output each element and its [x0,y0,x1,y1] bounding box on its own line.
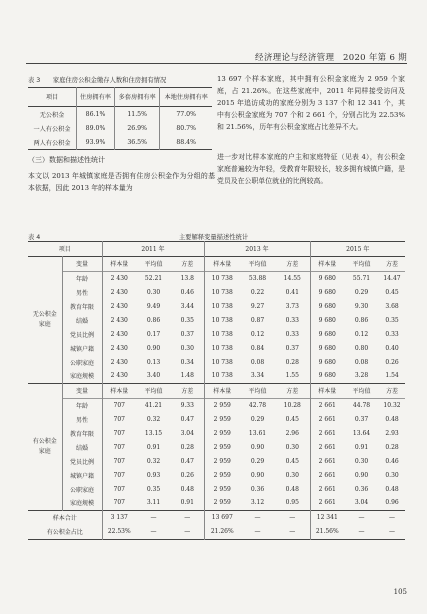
table4-cell: 2 661 [318,471,336,479]
table4-cell: 0.32 [146,416,161,424]
table4-cell: 13.64 [352,430,371,438]
table4-cell: 3.68 [385,303,399,310]
table4-total-label: 有公积金占比 [28,525,102,539]
table-row [28,355,405,369]
table4-cell: 0.93 [146,471,161,479]
table4-cell: 10 738 [211,344,233,352]
table-row [28,383,405,398]
table4-cell: — [150,528,157,536]
table-row [28,327,405,341]
table4-cell: 2 661 [318,457,336,465]
table4-cell: 0.37 [275,341,310,355]
table4-cell: 平均值 [352,261,371,269]
table4-cell: 0.45 [385,289,399,297]
table4-cell: — [275,510,310,524]
table4-cell: 2 661 [318,430,336,438]
table4-cell: 55.71 [352,275,371,283]
table4-cell: 2 661 [318,402,336,410]
table4-cell: 0.45 [275,413,310,427]
table4-var: 公职家庭 [62,482,102,496]
table4-cell: 12 341 [310,510,344,524]
table4-cell: 2 959 [213,457,231,465]
table3-cell: 89.0% [77,121,115,135]
table4-cell: 9 680 [318,358,336,366]
table4-cell: 21.56% [315,528,339,536]
table3-caption: 表 3 家庭住房公积金缴存人数和住房拥有情况 [28,77,167,84]
table4-cell: 平均值 [240,383,275,398]
table4-cell: 9 680 [318,372,336,380]
table4-cell: 13.15 [144,430,163,438]
table4-cell: 0.30 [385,471,399,479]
table4-group-label: 有公积金家庭 [28,383,62,510]
table4-group-label: 无公积金家庭 [28,256,62,383]
table4-cell: — [275,525,310,539]
table-row [28,468,405,482]
table4-cell: 0.45 [275,454,310,468]
table4-var: 男性 [62,286,102,300]
table-row [28,300,405,314]
table4-cell: 0.34 [171,355,204,369]
table4-cell: 方差 [171,256,204,271]
table4-cell: 707 [113,416,125,424]
table4-cell: 53.88 [248,275,267,283]
table4-title: 主要解释变量描述性统计 [178,234,249,241]
body-paragraph-left: 本文以 2013 年城镇家庭是否拥有住房公积金作为分组的基本依据，因此 2013 年的样本量为 [28,172,215,192]
table4-cell: 0.86 [146,316,161,324]
table4-var: 年龄 [62,271,102,285]
table4-cell: 2 661 [318,485,336,493]
table4-col-item: 项目 [28,242,102,257]
table4-cell: 0.48 [385,485,399,493]
table4-cell: 2.96 [275,427,310,441]
table4-cell: 0.30 [275,440,310,454]
table-row [28,286,405,300]
table4-cell: 0.08 [354,358,369,366]
table4-cell: 0.17 [146,330,161,338]
table4-var: 男性 [62,413,102,427]
table4-cell: 0.28 [275,355,310,369]
table-row [28,482,405,496]
table4-cell: 9.27 [250,303,265,310]
table4-cell: 平均值 [344,383,379,398]
table3-cell: 一人有公积金 [33,125,71,133]
table3-header: 项目 [45,93,59,101]
table4-cell: 13.61 [248,430,267,438]
journal-header: 经济理论与经济管理 2020 年第 6 期 [255,53,407,63]
table4-cell: 0.35 [146,485,161,493]
table4-cell: — [389,528,396,536]
table4-cell: — [136,510,171,524]
table4-cell: 0.33 [275,327,310,341]
body-paragraph-right-2: 进一步对比样本家庭的户主和家庭特征（见表 4），有公积金家庭普遍较为年轻，受教育年限较长，较多拥有城镇户籍，是党员及在公职单位就业的比例较高。 [217,153,405,185]
table-row [28,256,405,271]
table4-cell: 9 680 [318,303,336,310]
table4-cell: 2 959 [213,443,231,451]
table4-cell: 0.48 [385,416,399,424]
table4-cell: 0.12 [354,330,369,338]
table4-cell: 3.73 [275,300,310,314]
table4-cell: 0.32 [146,457,161,465]
table4-cell: 0.87 [250,316,265,324]
table4-cell: 0.41 [275,286,310,300]
table4-cell: 2 430 [110,289,128,297]
table4-cell: 10 738 [211,330,233,338]
table4-cell: 0.91 [354,443,369,451]
table4-cell: 10.32 [383,402,401,410]
table4-var: 变量 [62,383,102,398]
table4-cell: 0.26 [171,468,204,482]
table4-cell: 1.55 [275,369,310,383]
table4-cell: 0.28 [385,443,399,451]
table4-cell: 0.90 [146,344,161,352]
table4-label: 表 4 [28,234,41,241]
table4-cell: 0.36 [354,485,369,493]
table4-cell: 3.04 [171,427,204,441]
table4-cell: 10 738 [211,289,233,297]
table4-cell: 0.13 [146,358,161,366]
table4-cell: 0.46 [385,457,399,465]
table-row [28,121,212,135]
table4-cell: 0.30 [171,341,204,355]
table4-cell: 0.36 [250,485,265,493]
table4-header-row [28,242,405,257]
table4-cell: 0.30 [354,457,369,465]
table4-cell: 9 680 [318,316,336,324]
table4-cell: 0.22 [250,289,265,297]
table4-cell: 1.54 [385,372,399,380]
table-row [28,369,405,383]
table4-cell: 0.90 [354,471,369,479]
table3-cell: 36.5% [115,135,160,150]
table4-cell: 3.40 [146,372,161,380]
table4-cell: 10 738 [211,275,233,283]
table3 [28,87,212,150]
table-row [28,313,405,327]
table4-cell: 10 738 [211,316,233,324]
table4-cell: 707 [113,485,125,493]
table4-cell: 707 [113,471,125,479]
table4-cell: 3.44 [171,300,204,314]
table4-cell: 707 [113,457,125,465]
table4-cell: 22.53% [107,528,131,536]
table4-cell: 0.33 [385,330,399,338]
table4-cell: 707 [113,402,125,410]
table4-cell: 0.35 [385,316,399,324]
table4-cell: 2 959 [213,485,231,493]
table4-cell: 方差 [275,383,310,398]
table4-cell: 0.46 [171,286,204,300]
table4-cell: 0.91 [171,496,204,510]
table4-cell: 9.30 [354,303,369,310]
table4-cell: — [240,510,275,524]
table4-cell: 9.33 [171,398,204,412]
table4-cell: 14.47 [383,275,401,283]
page-number: 105 [393,588,407,596]
table4-cell: 0.26 [385,358,399,366]
table-row [28,496,405,510]
table-row [28,398,405,412]
table4-var: 变量 [62,256,102,271]
table4-cell: 0.08 [250,358,265,366]
table4-cell: 2 959 [213,430,231,438]
table4-year: 2011 年 [102,242,204,257]
table3-cell: 77.0% [160,107,212,122]
table4-year: 2013 年 [204,242,310,257]
table4-cell: 13 697 [204,510,240,524]
table4-cell: 平均值 [144,261,163,269]
table4-year: 2015 年 [346,246,370,254]
table4-cell: 42.78 [248,402,267,410]
table4-total-label: 样本合计 [28,510,102,524]
table4-cell: 0.29 [354,289,369,297]
table3-cell: 93.9% [77,135,115,150]
table4-cell: 0.37 [354,416,369,424]
table4-cell: 44.78 [352,402,371,410]
table4-cell: 707 [113,443,125,451]
table4-cell: 0.86 [354,316,369,324]
table4-cell: 2 959 [213,471,231,479]
table3-cell: 80.7% [160,121,212,135]
table4-cell: 样本量 [213,261,232,269]
table-row [28,427,405,441]
table4-cell: 2 959 [213,416,231,424]
table4-cell: 平均值 [248,261,267,269]
section-heading: （三）数据和描述性统计 [28,156,105,164]
table4-var: 城镇户籍 [62,468,102,482]
table4-cell: 2 661 [318,416,336,424]
table4-cell: 0.47 [171,454,204,468]
table4-cell: 52.21 [144,275,163,283]
table-row [28,525,405,539]
table4-cell: 41.21 [144,402,163,410]
table4-cell: 2 430 [110,372,128,380]
table4-cell: 2 661 [318,499,336,507]
table4-cell: 2.93 [385,430,399,438]
table4-cell: — [171,510,204,524]
table4-cell: 2 959 [213,402,231,410]
table4-cell: 0.29 [250,457,265,465]
table4-cell: — [358,528,365,536]
table4-cell: 平均值 [136,383,171,398]
table3-cell: 88.4% [160,135,212,150]
table4-cell: 0.48 [275,482,310,496]
table4-cell: 3.11 [146,499,161,507]
table4-cell: 0.40 [385,344,399,352]
table4-cell: 9.49 [146,303,161,310]
table4-cell: 方差 [379,383,405,398]
table4-cell: 1.48 [171,369,204,383]
table4-cell: 方差 [386,261,399,269]
table4-cell: 样本量 [318,261,337,269]
table4-cell: 0.33 [275,313,310,327]
table-row [28,413,405,427]
table4-cell: 3.34 [250,372,265,380]
table-row [28,271,405,285]
table3-header: 多套房拥有率 [115,88,160,107]
table4-cell: 707 [113,430,125,438]
table4-cell: 0.28 [171,440,204,454]
table4-cell: 9 680 [318,330,336,338]
table3-cell: 两人有公积金 [33,139,71,147]
table4-cell: 样本量 [310,383,344,398]
body-paragraph-right-1: 13 697 个样本家庭，其中拥有公积金家庭为 2 959 个家庭，占 21.26%。在这些家庭中，2011 年同样接受访问及 2015 年追访成功的家庭分别为 3 137 个和 12 341 个，其中有公积金家庭为 707 个和 2 661 个，分别占比为 22.53%和 21.56%，历年有公积金家庭占比差异不大。 [217,75,405,131]
table4-cell: — [171,525,204,539]
table4-cell: 0.95 [275,496,310,510]
table3-cell: 11.5% [115,107,160,122]
table4-cell: 方差 [171,383,204,398]
table4-var: 公职家庭 [62,355,102,369]
table4-cell: 0.37 [171,327,204,341]
table4-cell: 10 738 [211,303,233,310]
table4-cell: — [254,528,261,536]
table4-cell: 21.26% [210,528,234,536]
table4-cell: 样本量 [204,383,240,398]
table-row [28,440,405,454]
table4-cell: 0.96 [385,499,399,507]
table-row [28,135,212,150]
table4-cell: 2 959 [213,499,231,507]
table4-cell: 13.8 [171,271,204,285]
table-row [28,107,212,122]
table4-cell: 方差 [275,256,310,271]
table4-cell: 3 137 [102,510,136,524]
table4-cell: 3.04 [354,499,369,507]
table4-cell: 0.91 [146,443,161,451]
table4-cell: 14.55 [275,271,310,285]
table4-cell: 707 [113,499,125,507]
table4-cell: 0.47 [171,413,204,427]
header-rule [26,63,407,64]
table4-body [28,242,405,540]
table4-cell: 0.12 [250,330,265,338]
table4-cell: 10.28 [275,398,310,412]
table4-cell: 样本量 [110,261,129,269]
table4-var: 年龄 [62,398,102,412]
table4-var: 家庭规模 [62,369,102,383]
table4-cell: 9 680 [318,289,336,297]
table4-var: 党员比例 [62,327,102,341]
table4-var: 党员比例 [62,454,102,468]
table4-var: 教育年限 [62,427,102,441]
table4-cell: — [344,510,379,524]
table4-cell: 0.90 [250,443,265,451]
table4-cell: 9 680 [318,275,336,283]
table4-cell: 0.80 [354,344,369,352]
table4-var: 教育年限 [62,300,102,314]
table4-cell: 3.12 [250,499,265,507]
table4-cell: 样本量 [102,383,136,398]
table3-cell: 86.1% [77,107,115,122]
table-row [28,510,405,524]
table3-cell: 26.9% [115,121,160,135]
table4-cell: 2 430 [110,316,128,324]
table4-var: 家庭规模 [62,496,102,510]
table-row [28,341,405,355]
table4-cell: — [379,510,405,524]
table4-cell: 2 430 [110,275,128,283]
table-row [28,454,405,468]
table3-header: 住房拥有率 [77,88,115,107]
table4-var: 结婚 [62,313,102,327]
table4-cell: 2 430 [110,344,128,352]
table4-cell: 0.29 [250,416,265,424]
table3-header: 本地住房拥有率 [160,88,212,107]
table4-cell: 3.28 [354,372,369,380]
table4-cell: 0.35 [171,313,204,327]
table4-cell: 10 738 [211,372,233,380]
table4-cell: 0.90 [250,471,265,479]
table4-cell: 0.30 [146,289,161,297]
table4-cell: 0.48 [171,482,204,496]
table4 [28,241,405,540]
table4-var: 结婚 [62,440,102,454]
table4-cell: 2 661 [318,443,336,451]
table4-cell: 10 738 [211,358,233,366]
table3-cell: 无公积金 [39,111,65,119]
table4-cell: 0.84 [250,344,265,352]
table4-cell: 2 430 [110,358,128,366]
table4-cell: 9 680 [318,344,336,352]
table4-cell: 0.30 [275,468,310,482]
table4-var: 城镇户籍 [62,341,102,355]
table4-cell: 2 430 [110,303,128,310]
table4-cell: 2 430 [110,330,128,338]
